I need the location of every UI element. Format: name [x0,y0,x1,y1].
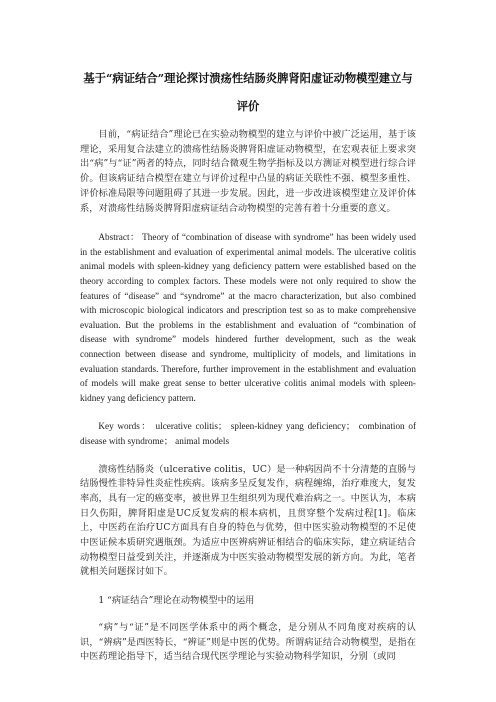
document-title-line1: 基于“病证结合”理论探讨溃疡性结肠炎脾肾阳虚证动物模型建立与 [83,71,413,85]
abstract-label: Abstract： [98,232,140,243]
section-heading: 1 “病证结合”理论在动物模型中的运用 [98,595,255,607]
abstract-english [80,230,416,405]
abstract-chinese: 目前，“病证结合”理论已在实验动物模型的建立与评价中被广泛运用，基于该理论，采用复合法建立的溃疡性结肠炎脾肾阳虚证动物模型，在宏观表征上要求突出“病”与“证”两者的特点，同时结合微观生物学指标及以方测证对模型进行综合评价。但该病证结合模型在建立与评价过程中凸显的病证关联性不强、模型多重性、评价标准局限等问题阻碍了其进一步发展。因此，进一步改进该模型建立及评价体系，对溃疡性结肠炎脾肾阳虚病证结合动物模型的完善有着十分重要的意义。 [80,129,416,214]
abstract-english-text: Theory of “combination of disease with syndrome” has been widely used in the establishment and evaluation of experimental animal models. The ulcerative colitis animal models with spleen-kidney yang deficiency pattern were established based on the theory according to complex factors. These models were not only required to show the features of “disease” and “syndrome” at the macro characterization, but also combined with microscopic biological indicators and prescription test so as to make comprehensive evaluation. But the problems in the establishment and evaluation of “combination of disease with syndrome” models hindered further development, such as the weak connection between disease and syndrome, multiplicity of models, and limitations in evaluation standards. Therefore, further improvement in the establishment and evaluation of models will make great sense to better ulcerative colitis animal models with spleen-kidney yang deficiency pattern. [80,232,416,403]
keywords-label: Key words： [98,421,152,432]
keywords [80,419,416,448]
section-paragraph: “病”与“证”是不同医学体系中的两个概念，是分别从不同角度对疾病的认识，“辨病”是西医特长，“辨证”则是中医的优势。所谓病证结合动物模型，是指在中医药理论指导下，适当结合现代医学理论与实验动物科学知识，分别（或同 [80,621,416,663]
introduction-paragraph: 溃疡性结肠炎（ulcerative colitis，UC）是一种病因尚不十分清楚的直肠与结肠慢性非特异性炎症性疾病。该病多呈反复发作，病程缠绵，治疗难度大，复发率高，具有一定的癌变率，被世界卫生组织列为现代难治病之一。中医认为，本病日久伤阳，脾肾阳虚是UC反复发病的根本病机，且贯穿整个发病过程[1]。临床上，中医药在治疗UC方面具有自身的特色与优势，但中医实验动物模型的不足使中医证候本质研究遇瓶颈。为适应中医辨病辨证相结合的临床实际，建立病证结合动物模型日益受到关注，并逐渐成为中医实验动物模型发展的新方向。为此，笔者就相关问题探讨如下。 [80,463,416,578]
document-title-line2: 评价 [236,99,260,113]
keywords-text: ulcerative colitis； spleen-kidney yang deficiency； combination of disease with syndrome； animal models [80,421,417,446]
